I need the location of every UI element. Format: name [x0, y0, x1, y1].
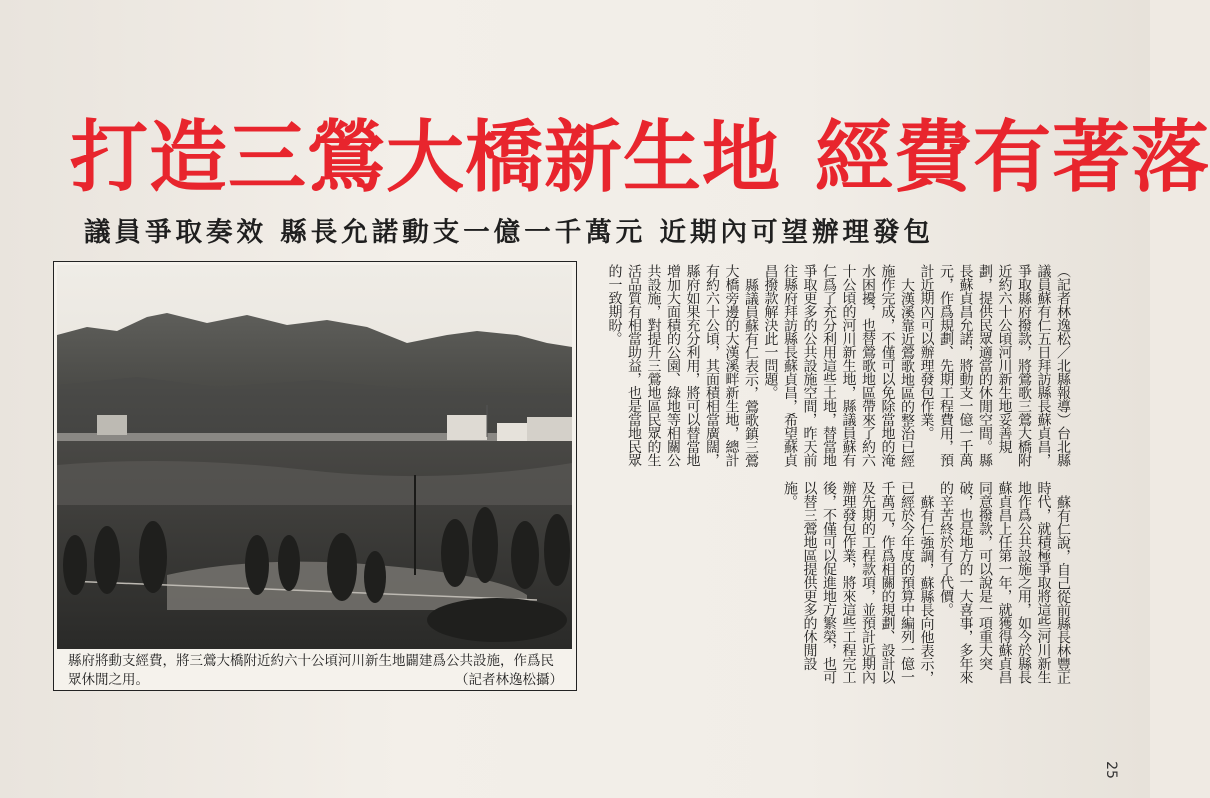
photo-credit: （記者林逸松攝）: [455, 672, 563, 688]
photo-caption-text: 縣府將動支經費，將三鶯大橋附近約六十公頃河川新生地闢建爲公共設施，作爲民眾休閒之用。: [68, 653, 554, 688]
photo-figure: [53, 261, 577, 691]
subheadline: 議員爭取奏效 縣長允諾動支一億一千萬元 近期內可望辦理發包: [84, 217, 934, 248]
headline: [70, 108, 1210, 208]
article-paragraph: 大漢溪靠近鶯歌地區的整治已經施作完成，不僅可以免除當地的淹水困擾，也替鶯歌地區帶來了約六十公頃的河川新生地，縣議員蘇有仁爲了充分利用這些土地，替當地爭取更多的公共設施空間，昨天前往縣府拜訪縣長蘇貞昌，希望蘇貞昌撥款解決此一問題。: [762, 264, 915, 467]
article-paragraph: 縣議員蘇有仁表示，鶯歌鎮三鶯大橋旁邊的大漢溪畔新生地，總計有約六十公頃，其面積相當廣闊，縣府如果充分利用，將可以替當地增加大面積的公園、綠地等相關公共設施，對提升三鶯地區民眾的生活品質有相當助益，也是當地民眾的一致期盼。: [606, 264, 759, 467]
article-paragraph: 蘇有仁說，自己從前縣長林豐正時代，就積極爭取將這些河川新生地作爲公共設施之用，如今於縣長蘇貞昌上任第一年，就獲得蘇貞昌同意撥款，可以說是一項重大突破，也是地方的一大喜事，多年來的辛苦終於有了代價。: [938, 481, 1071, 684]
photo-caption: [68, 652, 563, 690]
headline-part-1: 打造三鶯大橋新生地: [70, 113, 782, 203]
page-number: 25: [1102, 761, 1119, 779]
headline-part-2: 經費有著落: [815, 113, 1210, 203]
article-paragraph: 蘇有仁強調，蘇縣長向他表示，已經於今年度的預算中編列一億一千萬元，作爲相關的規劃、設計以及先期的工程款項，並預計近期內辦理發包作業，將來這些工程完工後，不僅可以促進地方繁榮，也可以替三鶯地區提供更多的休閒設施。: [782, 481, 935, 684]
article-paragraph: （記者林逸松／北縣報導）台北縣議員蘇有仁五日拜訪縣長蘇貞昌，爭取縣府撥款，將鶯歌三鶯大橋附近約六十公頃河川新生地妥善規劃，提供民眾適當的休閒空間。縣長蘇貞昌允諾，將動支一億一千萬元，作爲規劃、先期工程費用，預計近期內可以辦理發包作業。: [918, 264, 1071, 467]
river-landscape-photo: [57, 265, 572, 649]
article-body: [584, 264, 1072, 684]
